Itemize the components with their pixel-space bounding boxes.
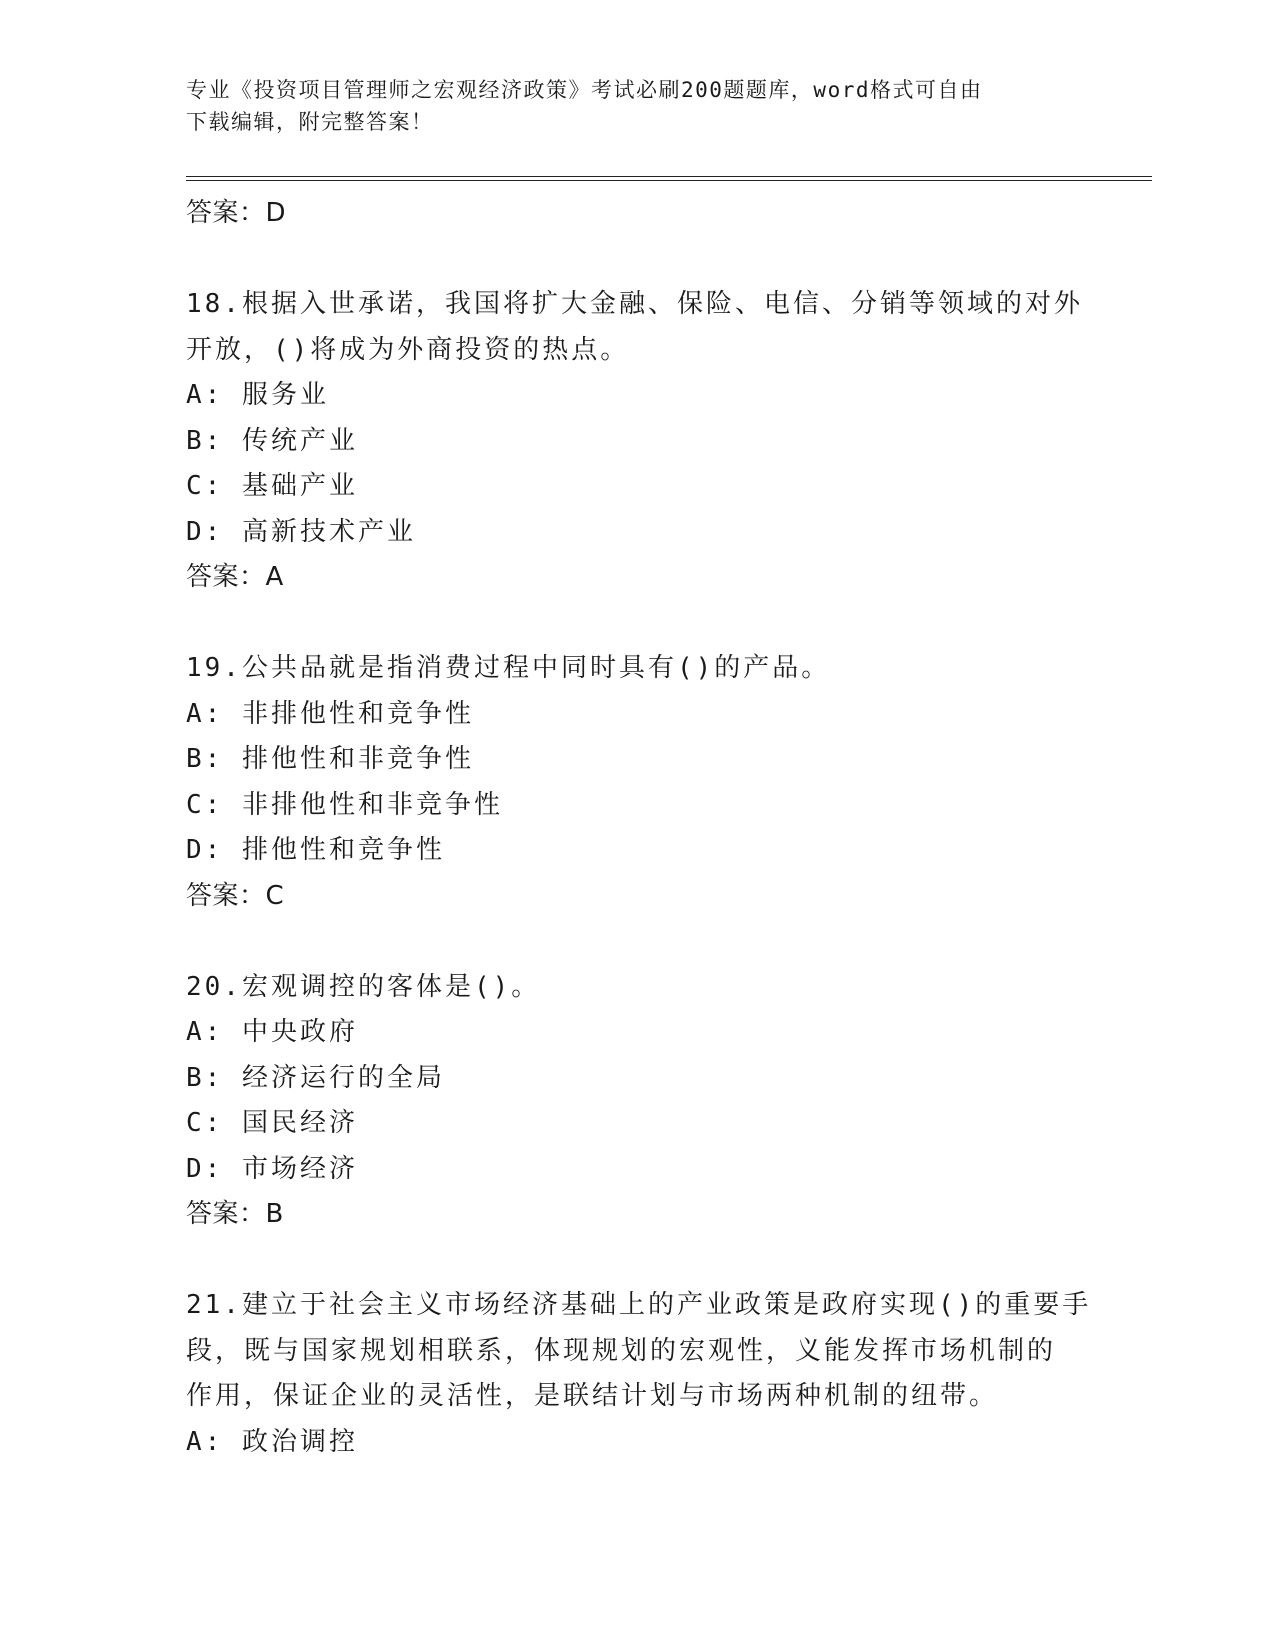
question-block — [186, 646, 1152, 919]
page-header — [186, 74, 1086, 138]
document-content — [186, 191, 1152, 1465]
question-stem-line: 21.建立于社会主义市场经济基础上的产业政策是政府实现()的重要手 — [186, 1290, 1092, 1320]
answer-line: 答案：B — [186, 1199, 284, 1229]
spacer — [186, 919, 1152, 965]
option-b: B: 排他性和非竞争性 — [186, 744, 474, 774]
answer-line: 答案：D — [186, 198, 287, 228]
option-d: D: 高新技术产业 — [186, 516, 416, 547]
option-c: C: 国民经济 — [186, 1108, 358, 1138]
spacer — [186, 601, 1152, 647]
option-b: B: 传统产业 — [186, 425, 358, 456]
question-block — [186, 282, 1152, 601]
option-b: B: 经济运行的全局 — [186, 1062, 445, 1093]
answer-line: 答案：A — [186, 562, 284, 592]
option-a: A: 政治调控 — [186, 1426, 358, 1457]
spacer — [186, 237, 1152, 283]
question-block — [186, 1283, 1152, 1465]
document-page — [186, 0, 1152, 1650]
spacer — [186, 1238, 1152, 1284]
question-stem-line: 作用，保证企业的灵活性，是联结计划与市场两种机制的纽带。 — [186, 1381, 999, 1411]
option-a: A: 服务业 — [186, 380, 329, 410]
option-c: C: 基础产业 — [186, 471, 358, 501]
header-line-2: 下载编辑，附完整答案！ — [186, 110, 434, 134]
question-stem-line: 19.公共品就是指消费过程中同时具有()的产品。 — [186, 653, 831, 683]
option-a: A: 中央政府 — [186, 1017, 358, 1047]
header-rule — [186, 176, 1152, 181]
question-stem-line: 18.根据入世承诺，我国将扩大金融、保险、电信、分销等领域的对外 — [186, 289, 1083, 319]
question-stem-line: 20.宏观调控的客体是()。 — [186, 971, 541, 1002]
question-stem-line: 段，既与国家规划相联系，体现规划的宏观性，义能发挥市场机制的 — [186, 1335, 1057, 1366]
answer-line: 答案：C — [186, 880, 285, 911]
option-a: A: 非排他性和竞争性 — [186, 698, 474, 729]
question-stem-line: 开放，()将成为外商投资的热点。 — [186, 334, 630, 365]
question-block — [186, 965, 1152, 1238]
option-c: C: 非排他性和非竞争性 — [186, 789, 503, 820]
option-d: D: 排他性和竞争性 — [186, 835, 445, 865]
option-d: D: 市场经济 — [186, 1153, 358, 1184]
header-line-1: 专业《投资项目管理师之宏观经济政策》考试必刷200题题库，word格式可自由 — [186, 78, 983, 102]
